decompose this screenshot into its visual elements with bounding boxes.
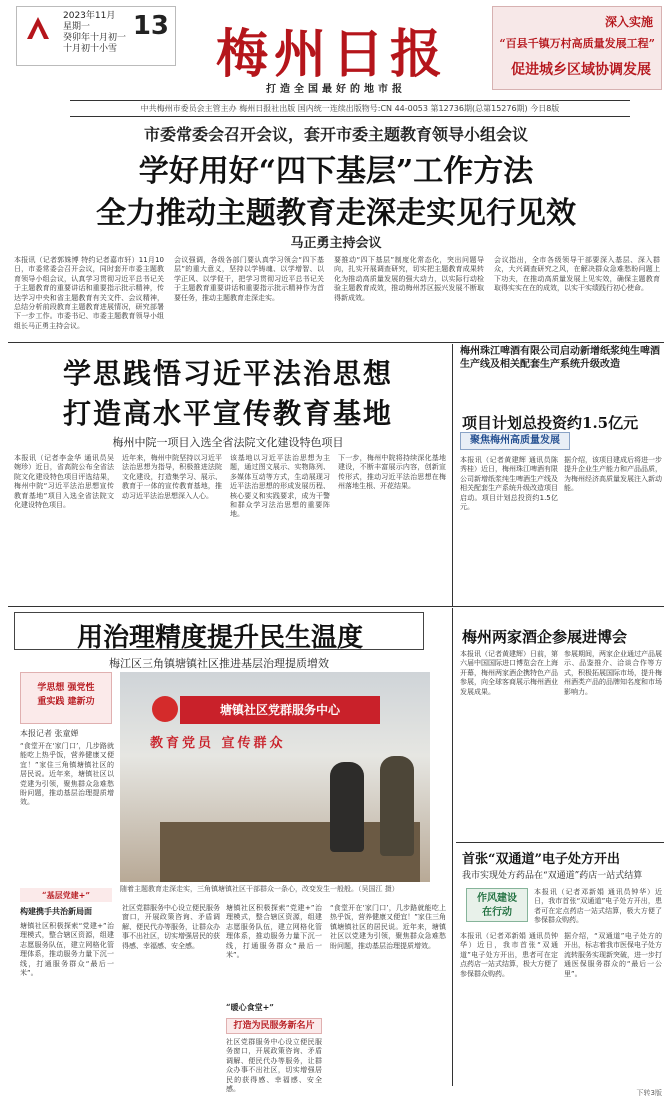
article1-col4: 会议指出，全市各级领导干部要深入基层、深入群众，大兴调查研究之风，在解决群众急难愁盼问题上下功夫，在推动高质量发展上见实效，确保主题教育取得实实在在的成效，以实干实绩践行初心使命。 (494, 256, 660, 293)
news-photo (120, 672, 430, 882)
side2-col1: 本报讯（记者黄建辉）日前，第六届中国国际进口博览会在上海开幕，梅州两家酒企携特色产品参展，向全球客商展示梅州酒业发展成果。 (460, 650, 558, 696)
promo-box (492, 6, 662, 90)
divider (8, 342, 664, 343)
photo-wall-text: 教育党员 宣传群众 (150, 736, 286, 751)
article3-col3: 社区党群服务中心设立便民服务窗口，开展政策咨询、矛盾调解、便民代办等服务，让群众办事不出社区，切实增强居民的获得感、幸福感、安全感。 (122, 904, 220, 950)
article3-author: 本报记者 张童婵 (20, 729, 79, 738)
article3-col1: “食堂开在‘家门口’，几步路就能吃上热乎饭，营养健康又便宜！”家住三角镇塘镇社区的居民说。近年来，塘镇社区以党建为引领，聚焦群众急难愁盼问题，推动基层治理提质增效。 (20, 742, 114, 807)
date-box (16, 6, 176, 66)
side1-col1: 本报讯（记者黄建辉 通讯员陈秀桂）近日，梅州珠江啤酒有限公司新增纸浆纯生啤酒生产线及相关配套生产系统升级改造项目启动。项目计划总投资约1.5亿元。 (460, 456, 558, 512)
newspaper-logo-icon (23, 13, 53, 43)
promo-line-3: 促进城乡区域协调发展 (511, 62, 651, 78)
article3-section-title: 构建携手共治新局面 (20, 906, 92, 916)
article2-col1: 本报讯（记者李金华 通讯员吴婉珍）近日，省高院公布全省法院文化建设特色项目评选结果，梅州中院“习近平法治思想宣传教育基地”项目入选全省法院文化建设特色项目。 (14, 454, 114, 510)
masthead (0, 0, 672, 118)
article3-mid-tag: 打造为民服务新名片 (226, 1018, 322, 1034)
article3-subtitle: 梅江区三角镇塘镇社区推进基层治理提质增效 (109, 657, 329, 670)
photo-person-2 (380, 756, 414, 856)
article1-col2: 会议强调，各级各部门要认真学习领会“四下基层”的重大意义，坚持以学铸魂、以学增智、以学正风、以学促干，把学习贯彻习近平总书记关于主题教育重要讲话和重要指示批示精神作为首要任务，推动主题教育走深走实。 (174, 256, 324, 302)
article3-section-label: “基层党建+” (20, 888, 112, 902)
promo-line-1: 深入实施 (604, 15, 653, 29)
side3-col1: 本报讯（记者邓新娟 通讯员钟华）近日，我市首张“双通道”电子处方开出，患者可在定点药店一站式结算，极大方便了参保群众购药。 (460, 932, 558, 978)
side1-title: 项目计划总投资约1.5亿元 (462, 414, 639, 432)
masthead-title: 梅州日报 (216, 24, 449, 85)
motto-line-1: 学思想 强党性 (37, 683, 95, 693)
article1-col1: 本报讯（记者郭姝博 特约记者嘉市轩）11月10日，市委常委会召开会议，同时套开市委主题教育领导小组会议，认真学习贯彻习近平总书记关于主题教育的重要讲话和重要指示批示精神，传达学习中央和省主题教育有关文件、会议精神，总结分析前段教育主题教育进展情况，研究部署下一步工作。市委书记、市委主题教育领导小组组长马正勇主持会议。 (14, 256, 164, 330)
article2-col4: 下一步，梅州中院将持续深化基地建设，不断丰富展示内容，创新宣传形式，推动习近平法治思想在梅州落地生根、开花结果。 (338, 454, 446, 491)
photo-sign: 塘镇社区党群服务中心 (180, 696, 380, 724)
side3-tag-line-2: 在行动 (482, 907, 512, 918)
continued-marker: 下转3版 (636, 1089, 662, 1097)
motto-line-2: 重实践 建新功 (37, 697, 95, 707)
article2-col3: 该基地以习近平法治思想为主题，通过图文展示、实物陈列、多媒体互动等方式，生动展现习近平法治思想的形成发展历程、核心要义和实践要求，成为干警和群众学习法治思想的重要阵地。 (230, 454, 330, 519)
article1-col3: 要推动“四下基层”制度化常态化，突出问题导向，扎实开展调查研究，切实把主题教育成果转化为推动高质量发展的强大动力，以实际行动检验主题教育成效，推动梅州苏区振兴发展不断取得新成效。 (334, 256, 484, 302)
side3-intro: 本报讯（记者邓新娟 通讯员钟华）近日，我市首张“双通道”电子处方开出，患者可在定点药店一站式结算，极大方便了参保群众购药。 (534, 888, 662, 925)
date-text (63, 11, 126, 55)
article3-col2: 塘镇社区积极探索“党建+”治理模式，整合辖区资源，组建志愿服务队伍，建立网格化管理体系，推动服务力量下沉一线，打通服务群众“最后一米”。 (20, 922, 114, 978)
article3-col6: “食堂开在‘家门口’，几步路就能吃上热乎饭，营养健康又便宜！”家住三角镇塘镇社区的居民说。近年来，塘镇社区以党建为引领，聚焦群众急难愁盼问题，推动基层治理提质增效。 (330, 904, 446, 950)
publication-info: 中共梅州市委员会主管主办 梅州日报社出版 国内统一连续出版物号:CN 44-0053 第12736期(总第15276期) 今日8版 (70, 100, 630, 117)
masthead-title-box (186, 4, 486, 96)
side3-tag-line-1: 作风建设 (477, 893, 517, 904)
weekday-line: 星期一 (63, 22, 91, 32)
party-emblem-icon (152, 696, 178, 722)
article3-col5: 社区党群服务中心设立便民服务窗口，开展政策咨询、矛盾调解、便民代办等服务，让群众办事不出社区，切实增强居民的获得感、幸福感、安全感。 (226, 1038, 322, 1094)
day-number: 13 (132, 11, 169, 41)
side3-tag (466, 888, 528, 922)
article1-title-line1: 学好用好“四下基层”工作方法 (138, 154, 534, 189)
article3-mid-label: “暖心食堂+” (226, 1002, 274, 1012)
side1-tag: 聚焦梅州高质量发展 (460, 432, 570, 450)
article1-title-line2: 全力推动主题教育走深走实见行见效 (96, 196, 576, 231)
motto-badge (20, 672, 112, 724)
article1-subtitle: 马正勇主持会议 (290, 236, 382, 251)
article2-title-line1: 学思践悟习近平法治思想 (62, 357, 393, 390)
lunar-line: 癸卯年十月初一 (63, 33, 127, 43)
side3-col2: 据介绍，“双通道”电子处方的开出，标志着我市医保电子处方流转服务实现新突破，进一步打通医保服务群众的“最后一公里”。 (564, 932, 662, 978)
solar-term-line: 十月初十小雪 (63, 44, 118, 54)
side3-title: 首张“双通道”电子处方开出 (462, 852, 620, 867)
article2-title-line2: 打造高水平宣传教育基地 (62, 397, 393, 430)
side1-col2: 据介绍，该项目建成后将进一步提升企业生产能力和产品品质，为梅州经济高质量发展注入新动能。 (564, 456, 662, 493)
column-divider (452, 608, 453, 1086)
article3-title: 用治理精度提升民生温度 (76, 623, 363, 653)
side2-title: 梅州两家酒企参展进博会 (462, 628, 628, 646)
side2-col2: 参展期间，两家企业通过产品展示、品鉴推介、洽谈合作等方式，积极拓展国际市场，提升梅州酒类产品的品牌知名度和市场影响力。 (564, 650, 662, 696)
promo-line-2: “百县千镇万村高质量发展工程” (499, 37, 655, 50)
side3-subtitle: 我市实现处方药品在“双通道”药店一站式结算 (462, 871, 643, 881)
photo-person-1 (330, 762, 364, 852)
divider (8, 606, 664, 607)
article2-subtitle: 梅州中院一项目入选全省法院文化建设特色项目 (112, 436, 344, 449)
side1-kicker: 梅州珠江啤酒有限公司启动新增纸浆纯生啤酒生产线及相关配套生产系统升级改造 (460, 346, 660, 370)
photo-caption: 随着主题教育走深走实，三角镇塘镇社区干部群众一条心，改变发生一般般。（吴国江 摄） (120, 885, 399, 893)
masthead-slogan: 打造全国最好的地市报 (266, 84, 406, 95)
article3-col4: 塘镇社区积极探索“党建+”治理模式，整合辖区资源，组建志愿服务队伍，建立网格化管理体系，推动服务力量下沉一线，打通服务群众“最后一米”。 (226, 904, 322, 960)
column-divider (452, 344, 453, 606)
article2-col2: 近年来，梅州中院坚持以习近平法治思想为指导，积极推进法院文化建设，打造集学习、展示、教育于一体的宣传教育基地，推动习近平法治思想深入人心。 (122, 454, 222, 500)
article3-title-box (14, 612, 424, 653)
date-line: 2023年11月 (63, 11, 116, 21)
article1-kicker: 市委常委会召开会议，套开市委主题教育领导小组会议 (143, 125, 528, 144)
divider (456, 842, 664, 843)
